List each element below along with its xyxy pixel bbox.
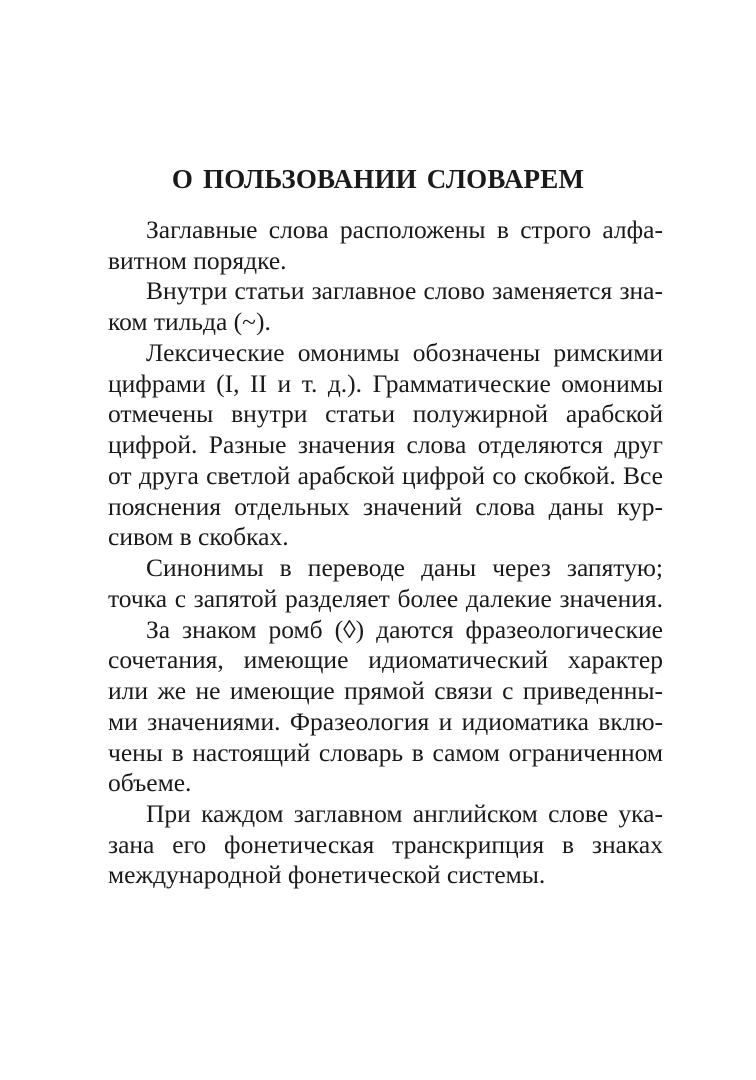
text-line: цифрами (I, II и т. д.). Грамматические омонимы — [108, 369, 663, 398]
text-line: от друга светлой арабской цифрой со скобкой. Все — [108, 461, 663, 490]
text-line: отмечены внутри статьи полужирной арабской — [108, 399, 663, 428]
text-line: или же не имеющие прямой связи с приведенны- — [108, 676, 663, 705]
text-line: объеме. — [108, 768, 192, 797]
text-line: Лексические омонимы обозначены римскими — [146, 338, 663, 367]
text-line: Синонимы в переводе даны через запятую; — [146, 553, 663, 582]
text-line: сочетания, имеющие идиоматический характер — [108, 645, 663, 674]
text-line: чены в настоящий словарь в самом ограниченном — [108, 738, 663, 767]
text-line: Заглавные слова расположены в строго алфа- — [146, 215, 663, 244]
text-line: При каждом заглавном английском слове ука- — [146, 799, 663, 828]
text-line: цифрой. Разные значения слова отделяются друг — [108, 430, 663, 459]
text-line: пояснения отдельных значений слова даны кур- — [108, 492, 663, 521]
text-line: ком тильда (~). — [108, 307, 271, 336]
text-line: ми значениями. Фразеология и идиоматика вклю- — [108, 707, 663, 736]
page-title: О ПОЛЬЗОВАНИИ СЛОВАРЕМ — [171, 164, 585, 194]
text-line: Внутри статьи заглавное слово заменяется зна- — [146, 276, 663, 305]
text-line: сивом в скобках. — [108, 522, 289, 551]
text-line: За знаком ромб (◊) даются фразеологические — [146, 615, 663, 644]
text-line: международной фонетической системы. — [108, 860, 546, 889]
text-line: зана его фонетическая транскрипция в знаках — [108, 830, 663, 859]
text-line: точка с запятой разделяет более далекие значения. — [108, 584, 663, 613]
text-line: витном порядке. — [108, 246, 287, 275]
